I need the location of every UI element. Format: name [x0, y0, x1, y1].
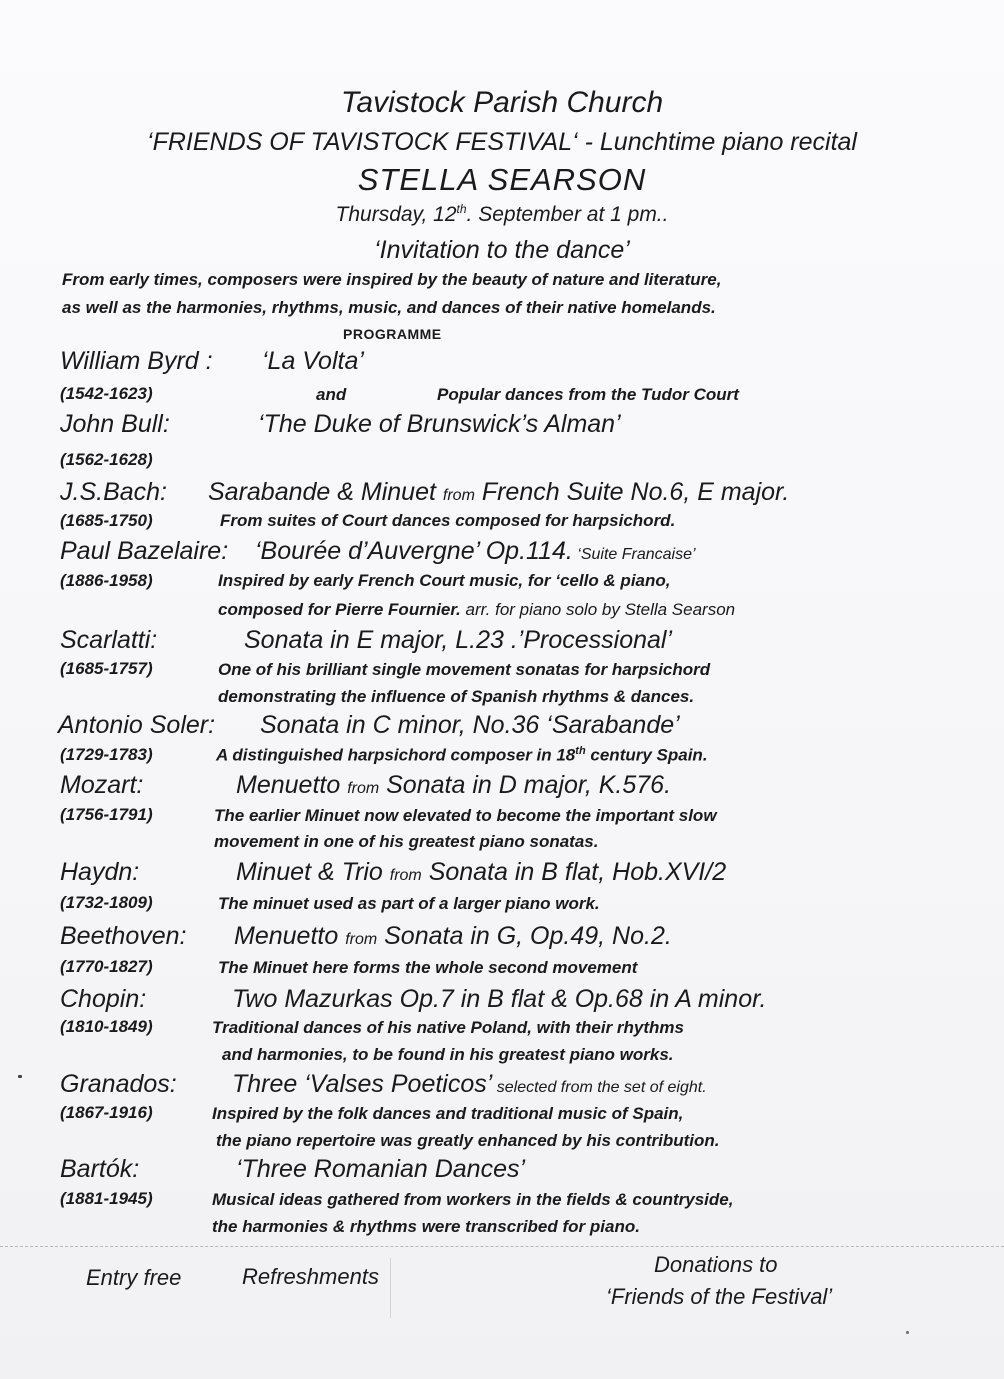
- composer-name: Scarlatti:: [60, 626, 158, 654]
- piece-title: ‘Three Romanian Dances’: [236, 1155, 526, 1183]
- composer-years: (1729-1783): [60, 745, 153, 764]
- piece-title: ‘La Volta’: [262, 347, 364, 375]
- scan-speck: [906, 1331, 909, 1334]
- piece-title: Sonata in C minor, No.36 ‘Sarabande’: [260, 711, 680, 739]
- composer-years: (1685-1757): [60, 659, 153, 678]
- piece-note: The minuet used as part of a larger piano work.: [218, 894, 600, 913]
- composer-years: (1732-1809): [60, 893, 153, 912]
- composer-name: Chopin:: [60, 985, 147, 1013]
- scan-speck: [18, 1075, 22, 1078]
- piece-title: ‘Bourée d’Auvergne’ Op.114. ‘Suite Francaise’: [255, 537, 696, 565]
- composer-name: Haydn:: [60, 858, 140, 886]
- composer-name: William Byrd :: [60, 347, 213, 375]
- composer-years: (1770-1827): [60, 957, 153, 976]
- piece-title: Minuet & Trio from Sonata in B flat, Hob.XVI/2: [236, 858, 727, 886]
- piece-note: Musical ideas gathered from workers in the fields & countryside,: [212, 1190, 734, 1209]
- performer-name: STELLA SEARSON: [357, 162, 647, 197]
- piece-note: The earlier Minuet now elevated to become the important slow: [214, 806, 717, 825]
- refreshments-note: Refreshments: [242, 1264, 379, 1289]
- piece-note: The Minuet here forms the whole second movement: [218, 958, 638, 977]
- piece-title: Menuetto from Sonata in G, Op.49, No.2.: [234, 922, 672, 950]
- piece-note: One of his brilliant single movement sonatas for harpsichord: [218, 660, 711, 679]
- composer-years: (1756-1791): [60, 805, 153, 824]
- intro-line-1: From early times, composers were inspired by the beauty of nature and literature,: [62, 270, 722, 289]
- piece-note: Inspired by the folk dances and traditional music of Spain,: [212, 1104, 684, 1123]
- piece-title: Three ‘Valses Poeticos’ selected from the set of eight.: [232, 1070, 707, 1098]
- composer-name: J.S.Bach:: [60, 478, 167, 506]
- composer-years: (1542-1623): [60, 384, 153, 403]
- event-subtitle: ‘FRIENDS OF TAVISTOCK FESTIVAL‘ - Lunchtime piano recital: [147, 128, 857, 156]
- programme-heading: PROGRAMME: [343, 326, 442, 342]
- recital-theme: ‘Invitation to the dance’: [374, 236, 630, 264]
- composer-name: Paul Bazelaire:: [60, 537, 229, 565]
- composer-name: John Bull:: [60, 410, 170, 438]
- composer-years: (1562-1628): [60, 450, 153, 469]
- intro-line-2: as well as the harmonies, rhythms, music, and dances of their native homelands.: [62, 298, 716, 317]
- donations-line-1: Donations to: [654, 1252, 778, 1277]
- piece-note: demonstrating the influence of Spanish rhythms & dances.: [218, 687, 695, 706]
- piece-note: movement in one of his greatest piano sonatas.: [214, 832, 599, 851]
- composer-years: (1867-1916): [60, 1103, 153, 1122]
- piece-note: the harmonies & rhythms were transcribed for piano.: [212, 1217, 640, 1236]
- piece-note: Traditional dances of his native Poland, with their rhythms: [212, 1018, 684, 1037]
- footer-divider: [0, 1246, 1004, 1247]
- piece-note: and harmonies, to be found in his greatest piano works.: [222, 1045, 674, 1064]
- composer-name: Bartók:: [60, 1155, 140, 1183]
- composer-name: Antonio Soler:: [58, 711, 216, 739]
- composer-name: Mozart:: [60, 771, 144, 799]
- piece-note: composed for Pierre Fournier. arr. for piano solo by Stella Searson: [218, 600, 736, 619]
- composer-years: (1881-1945): [60, 1189, 153, 1208]
- entry-note: Entry free: [86, 1265, 182, 1290]
- composer-name: Beethoven:: [60, 922, 187, 950]
- composer-years: (1810-1849): [60, 1017, 153, 1036]
- piece-title: ‘The Duke of Brunswick’s Alman’: [258, 410, 621, 438]
- composer-name: Granados:: [60, 1070, 177, 1098]
- footer-separator: [390, 1258, 391, 1318]
- piece-note: the piano repertoire was greatly enhanced by his contribution.: [216, 1131, 720, 1150]
- piece-note: Popular dances from the Tudor Court: [437, 385, 739, 404]
- piece-title: Menuetto from Sonata in D major, K.576.: [236, 771, 672, 799]
- donations-line-2: ‘Friends of the Festival’: [606, 1284, 833, 1309]
- piece-note: A distinguished harpsichord composer in 18th century Spain.: [216, 745, 708, 765]
- composer-years: (1886-1958): [60, 571, 153, 590]
- composer-years: (1685-1750): [60, 511, 153, 530]
- piece-title: Sarabande & Minuet from French Suite No.6, E major.: [208, 478, 790, 506]
- piece-note: From suites of Court dances composed for harpsichord.: [220, 511, 676, 530]
- piece-note: Inspired by early French Court music, for ‘cello & piano,: [218, 571, 671, 590]
- piece-title: Two Mazurkas Op.7 in B flat & Op.68 in A minor.: [232, 985, 767, 1013]
- connector-and: and: [316, 385, 347, 404]
- piece-title: Sonata in E major, L.23 .’Processional’: [244, 626, 673, 654]
- event-date: Thursday, 12th. September at 1 pm..: [335, 202, 669, 226]
- venue-title: Tavistock Parish Church: [340, 86, 664, 119]
